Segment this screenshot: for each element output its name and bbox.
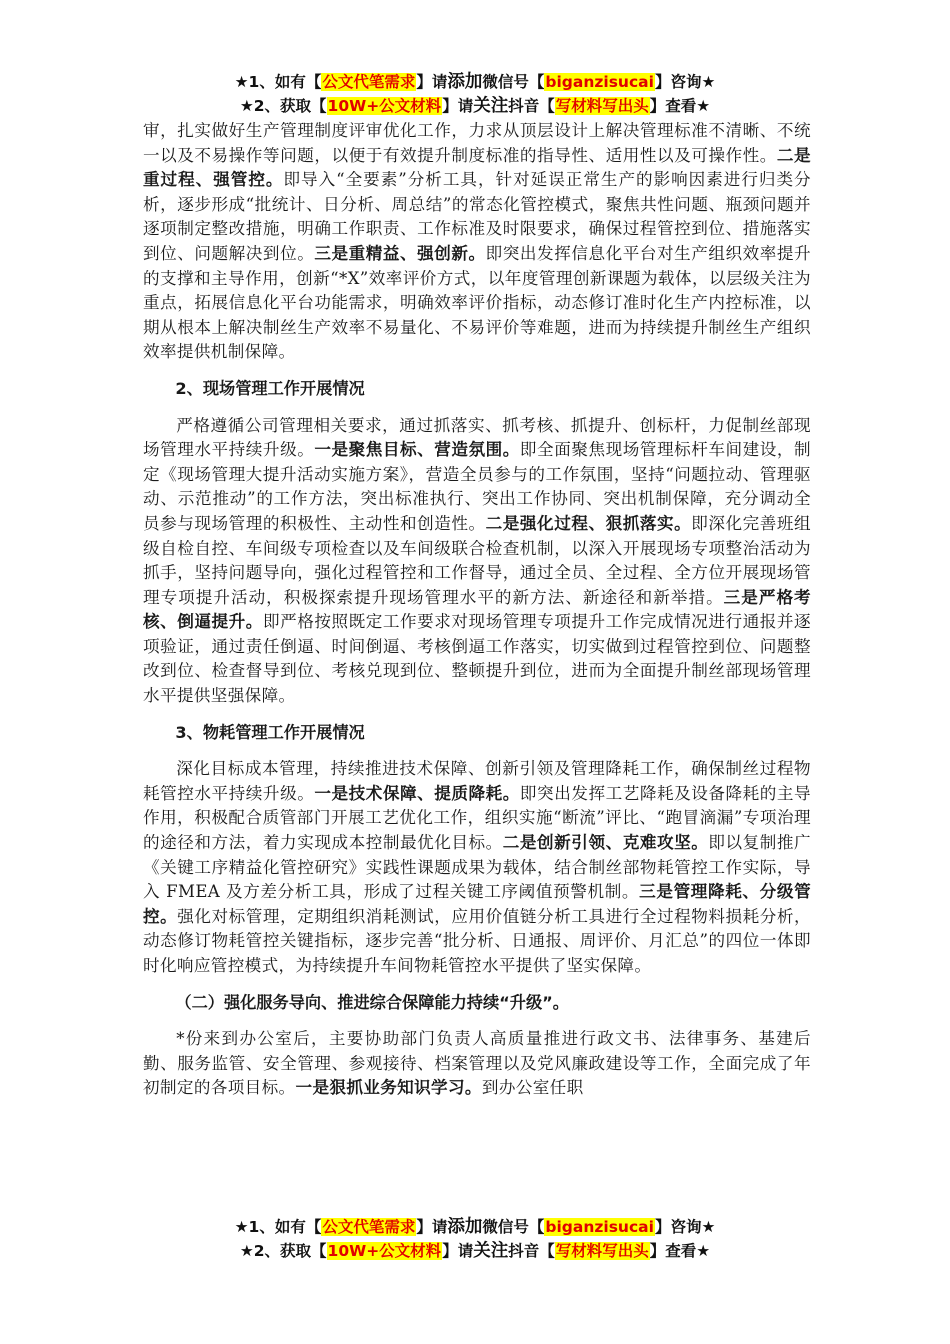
promo-text: 】咨询★ — [654, 73, 716, 91]
promo-line-2 — [0, 1239, 950, 1263]
promo-text: ★1、如有【 — [234, 73, 322, 91]
promo-text: ★2、获取【 — [239, 97, 327, 115]
promo-highlight: 10W+公文材料 — [327, 97, 442, 115]
promo-text: 】请 — [442, 1242, 474, 1260]
promo-line-2 — [0, 94, 950, 118]
promo-highlight: 10W+公文材料 — [327, 1242, 442, 1260]
promo-line-1 — [0, 70, 950, 94]
promo-text: 】请 — [416, 73, 448, 91]
promo-highlight: 公文代笔需求 — [322, 73, 416, 91]
promo-douyin-account: 写材料写出头 — [555, 97, 649, 115]
body-text: 即全面聚焦现场管理标杆车间建设，制定《现场管理大提升活动实施方案》，营造全员参与的工作氛围，坚持“问题拉动、管理驱动、示范推动”的工作方法，突出标准执行、突出工作协同、突出机制保障，充分调动全员参与现场管理的积极性、主动性和创造性。 — [143, 440, 811, 533]
promo-text: 】请 — [416, 1218, 448, 1236]
body-text: 即深化完善班组级自检自控、车间级专项检查以及车间级联合检查机制，以深入开展现场专项整治活动为抓手，坚持问题导向，强化过程管控和工作督导，通过全员、全过程、全方位开展现场管理专项提升活动，积极探索提升现场管理水平的新方法、新途径和新举措。 — [143, 513, 811, 607]
promo-text: 抖音【 — [508, 1242, 555, 1260]
body-text: *份来到办公室后，主要协助部门负责人高质量推进行政文书、法律事务、基建后勤、服务监管、安全管理、参观接待、档案管理以及党风廉政建设等工作，全面完成了年初制定的各项目标。 — [143, 1029, 811, 1098]
body-text: 即突出发挥工艺降耗及设备降耗的主导作用，积极配合质管部门开展工艺优化工作，组织实施“断流”评比、“跑冒滴漏”专项治理的途径和方法，着力实现成本控制最优化目标。 — [143, 783, 811, 853]
body-paragraph — [143, 1027, 811, 1101]
body-paragraph — [143, 414, 811, 709]
bold-point: 二是重过程、强管控。 — [143, 145, 811, 190]
promo-text: ★2、获取【 — [239, 1242, 327, 1260]
body-text: 到办公室任职 — [481, 1078, 584, 1098]
promo-line-1 — [0, 1215, 950, 1239]
body-text: 严格遵循公司管理相关要求，通过抓落实、抓考核、抓提升、创标杆，力促制丝部现场管理水平持续升级。 — [143, 415, 811, 460]
promo-douyin-account: 写材料写出头 — [555, 1242, 649, 1260]
body-text: 即以复制推广《关键工序精益化管控研究》实践性课题成果为载体，结合制丝部物耗管控工作实际，导入 FMEA 及方差分析工具，形成了过程关键工序阈值预警机制。 — [143, 833, 811, 902]
bold-point: 二是创新引领、克难攻坚。 — [502, 833, 709, 853]
bold-point: 三是管理降耗、分级管控。 — [143, 882, 812, 926]
bold-point: 二是强化过程、狠抓落实。 — [485, 513, 692, 533]
promo-banner-top — [0, 70, 950, 118]
promo-highlight: 公文代笔需求 — [322, 1218, 416, 1236]
promo-emphasis: 关注 — [473, 1241, 509, 1261]
body-text: 深化目标成本管理，持续推进技术保障、创新引领及管理降耗工作，确保制丝过程物耗管控水平持续升级。 — [143, 759, 811, 803]
promo-text: 】请 — [442, 97, 474, 115]
section-heading: 2、现场管理工作开展情况 — [175, 378, 365, 398]
body-paragraph — [143, 757, 811, 978]
promo-text: 抖音【 — [508, 97, 555, 115]
section-heading: 3、物耗管理工作开展情况 — [175, 722, 365, 742]
body-text: 强化对标管理，定期组织消耗测试，应用价值链分析工具进行全过程物料损耗分析，动态修订物耗管控关键指标，逐步完善“批分析、日通报、周评价、月汇总”的四位一体即时化响应管控模式，为持续提升车间物耗管控水平提供了坚实保障。 — [143, 906, 811, 975]
section-heading: （二）强化服务导向、推进综合保障能力持续“升级”。 — [175, 992, 569, 1012]
promo-text: 】咨询★ — [654, 1218, 716, 1236]
promo-banner-bottom — [0, 1215, 950, 1263]
body-text: 即严格按照既定工作要求对现场管理专项提升工作完成情况进行通报并逐项验证，通过责任倒逼、时间倒逼、考核倒逼工作落实，切实做到过程管控到位、问题整改到位、检查督导到位、考核兑现到位、整顿提升到位，进而为全面提升制丝部现场管理水平提供坚强保障。 — [143, 612, 811, 706]
promo-wechat-id: biganzisucai — [545, 73, 654, 91]
promo-text: 】查看★ — [649, 1242, 711, 1260]
promo-emphasis: 关注 — [473, 96, 509, 116]
promo-text: 微信号【 — [482, 1218, 545, 1236]
bold-point: 三是严格考核、倒逼提升。 — [143, 587, 811, 632]
bold-point: 一是狠抓业务知识学习。 — [295, 1078, 482, 1098]
promo-emphasis: 添加 — [447, 72, 483, 92]
bold-point: 三是重精益、强创新。 — [314, 243, 486, 263]
promo-emphasis: 添加 — [447, 1217, 483, 1237]
body-paragraph — [143, 119, 811, 365]
promo-text: 】查看★ — [649, 97, 711, 115]
promo-text: ★1、如有【 — [234, 1218, 322, 1236]
promo-wechat-id: biganzisucai — [545, 1218, 654, 1236]
body-text: 即导入“全要素”分析工具，针对延误正常生产的影响因素进行归类分析，逐步形成“批统计、日分析、周总结”的常态化管控模式，聚焦共性问题、瓶颈问题并逐项制定整改措施，明确工作职责、工作标准及时限要求，确保过程管控到位、措施落实到位、问题解决到位。 — [143, 170, 811, 263]
document-body — [143, 119, 811, 1101]
body-text: 审，扎实做好生产管理制度评审优化工作，力求从顶层设计上解决管理标准不清晰、不统一以及不易操作等问题，以便于有效提升制度标准的指导性、适用性以及可操作性。 — [143, 121, 811, 165]
body-text: 即突出发挥信息化平台对生产组织效率提升的支撑和主导作用，创新“*X”效率评价方式，以年度管理创新课题为载体，以层级关注为重点，拓展信息化平台功能需求，明确效率评价指标，动态修订准时化生产内控标准，以期从根本上解决制丝生产效率不易量化、不易评价等难题，进而为持续提升制丝生产组织效率提供机制保障。 — [143, 243, 811, 362]
bold-point: 一是聚焦目标、营造氛围。 — [314, 440, 520, 460]
promo-text: 微信号【 — [482, 73, 545, 91]
bold-point: 一是技术保障、提质降耗。 — [314, 783, 520, 803]
